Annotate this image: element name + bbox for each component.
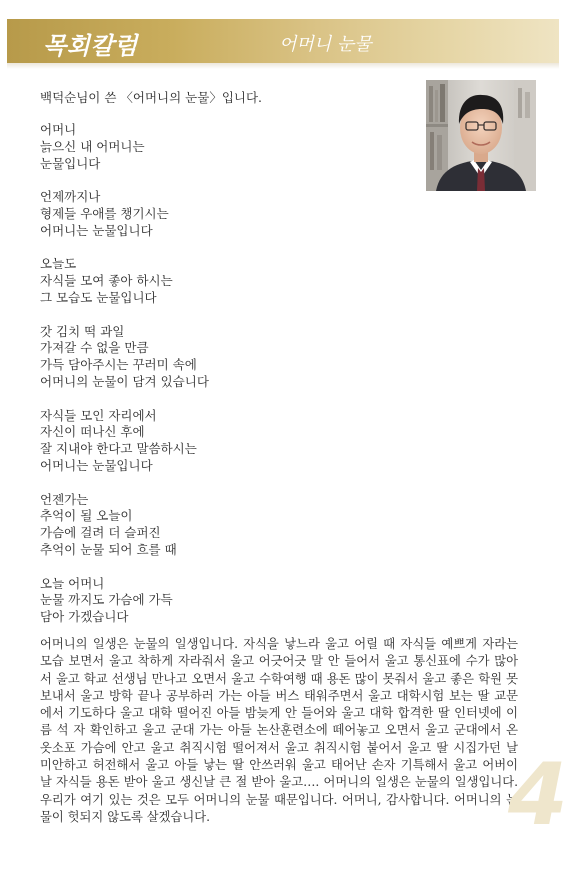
poem-line: 자식들 모여 좋아 하시는 <box>40 273 173 289</box>
poem-line: 눈물입니다 <box>40 155 101 171</box>
poem-stanza <box>40 324 410 391</box>
poem-stanza <box>40 408 410 475</box>
poem-line: 언제까지나 <box>40 189 101 205</box>
poem-line: 눈물 까지도 가슴에 가득 <box>40 592 173 608</box>
poem-stanza <box>40 492 410 559</box>
poem-stanza <box>40 122 410 172</box>
poem-line: 어머니는 눈물입니다 <box>40 222 153 238</box>
page-number: 4 <box>508 745 568 845</box>
poem-line: 오늘도 <box>40 256 77 272</box>
intro-text: 백덕순님이 쓴 〈어머니의 눈물〉입니다. <box>40 90 263 105</box>
poem-line: 어머니의 눈물이 담겨 있습니다 <box>40 373 209 389</box>
poem-line: 늙으신 내 어머니는 <box>40 138 145 154</box>
column-body-text: 어머니의 일생은 눈물의 일생입니다. 자식을 낳느라 울고 어릴 때 자식들 예쁘게 자라는 모습 보면서 울고 착하게 자라줘서 울고 어긋어긋 말 안 들어서 울고 통신표에 수가 많아서 울고 학교 선생님 만나고 오면서 울고 수학여행 때 용돈 많이 못줘서 울고 좋은 학원 못 보내서 울고 방학 끝나 공부하러 가는 아들 버스 태워주면서 울고 대학시험 보는 딸 교문에서 기도하다 울고 대학 떨어진 아들 밤늦게 안 들어와 울고 대학 합격한 딸 인터넷에 이름 석 자 확인하고 울고 군대 가는 아들 논산훈련소에 떼어놓고 오면서 울고 군대에서 온 옷소포 가슴에 안고 울고 취직시험 떨어져서 울고 취직시험 붙어서 울고 딸 시집가던 날 미안하고 허전해서 울고 아들 낳는 딸 안쓰러워 울고 태어난 손자 기특해서 울고 어버이 날 자식들 용돈 받아 울고 생신날 큰 절 받아 울고…. 어머니의 일생은 눈물의 일생입니다. 우리가 여기 있는 것은 모두 어머니의 눈물 때문입니다. 어머니, 감사합니다. 어머니의 눈물이 헛되지 않도록 살겠습니다. <box>40 637 518 824</box>
poem-line: 갓 김치 떡 과일 <box>40 323 125 339</box>
poem-stanza <box>40 576 410 626</box>
author-photo <box>426 80 536 191</box>
poem-line: 가슴에 걸려 더 슬퍼진 <box>40 525 161 541</box>
column-title: 목회칼럼 <box>43 32 138 60</box>
header-shadow <box>7 63 559 69</box>
poem-stanza <box>40 189 410 239</box>
poem-line: 추억이 될 오늘이 <box>40 508 133 524</box>
poem-line: 그 모습도 눈물입니다 <box>40 289 157 305</box>
poem-line: 자식들 모인 자리에서 <box>40 407 157 423</box>
poem-line: 오늘 어머니 <box>40 575 105 591</box>
poem-stanza <box>40 256 410 306</box>
column-subtitle: 어머니 눈물 <box>279 34 372 55</box>
poem-line: 가져갈 수 없을 만큼 <box>40 340 149 356</box>
poem-line: 자신이 떠나신 후에 <box>40 424 145 440</box>
author-portrait-icon <box>426 80 536 191</box>
poem-line: 추억이 눈물 되어 흐를 때 <box>40 541 177 557</box>
column-header-bar <box>7 19 559 63</box>
poem-line: 어머니는 눈물입니다 <box>40 457 153 473</box>
poem-line: 형제들 우애를 챙기시는 <box>40 205 169 221</box>
poem-line: 잘 지내야 한다고 말씀하시는 <box>40 441 197 457</box>
poem-line: 가득 담아주시는 꾸러미 속에 <box>40 357 197 373</box>
poem-line: 언젠가는 <box>40 491 89 507</box>
poem <box>40 122 410 643</box>
poem-line: 어머니 <box>40 122 77 137</box>
poem-line: 담아 가겠습니다 <box>40 609 129 625</box>
